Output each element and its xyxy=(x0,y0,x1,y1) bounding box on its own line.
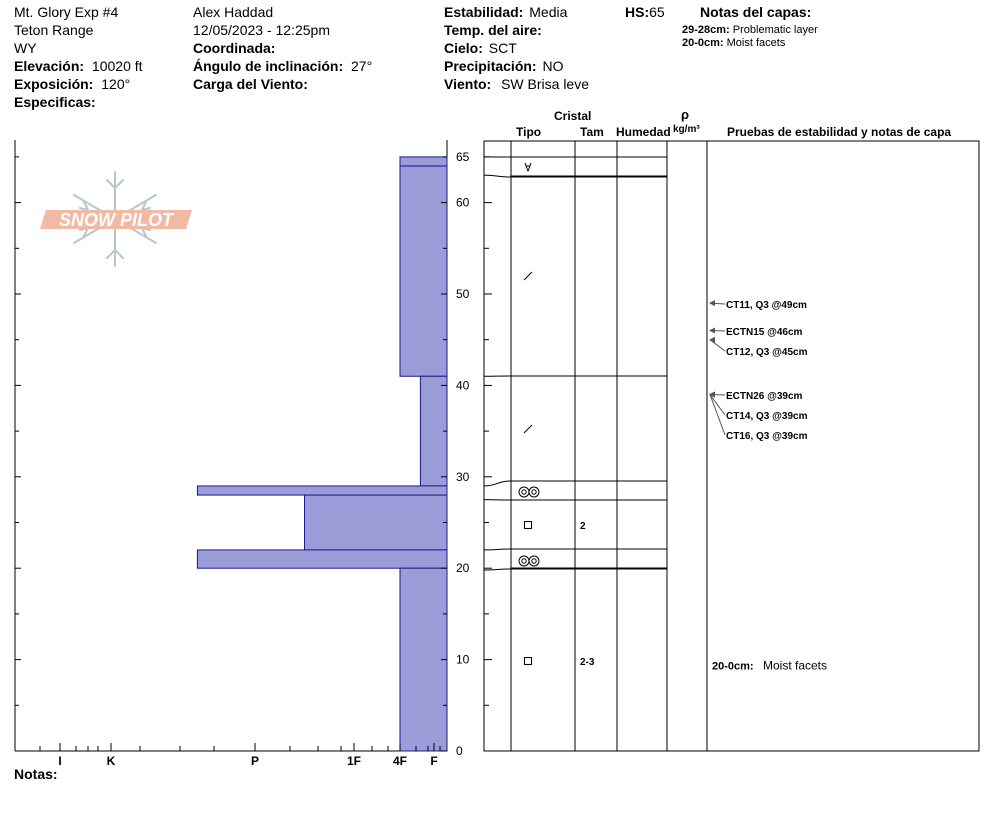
faceted-icon xyxy=(525,658,532,665)
depth-tick-label: 30 xyxy=(456,469,470,484)
melt-freeze-icon xyxy=(519,487,529,497)
stability-test-label: CT14, Q3 @39cm xyxy=(726,411,808,422)
tests-header: Pruebas de estabilidad y notas de capa xyxy=(727,125,952,139)
hardness-plot xyxy=(15,140,470,768)
air-temp-label: Temp. del aire: xyxy=(444,22,542,38)
depth-tick-label: 20 xyxy=(456,561,470,576)
crystal-table xyxy=(484,141,979,751)
wind-label: Viento: xyxy=(444,76,492,92)
stability-test-label: CT11, Q3 @49cm xyxy=(726,300,807,311)
graupel-icon xyxy=(525,163,531,171)
depth-tick-label: 50 xyxy=(456,287,470,301)
moisture-header: Humedad xyxy=(616,125,671,139)
depth-tick-label: 40 xyxy=(456,378,470,393)
specifics-label: Especificas: xyxy=(14,94,96,110)
location-name: Mt. Glory Exp #4 xyxy=(14,4,119,20)
melt-freeze-icon xyxy=(522,490,526,494)
test-arrow-line xyxy=(710,395,725,435)
hardness-bar xyxy=(400,568,447,751)
melt-freeze-icon xyxy=(529,556,539,566)
precip-label: Precipitación: xyxy=(444,58,537,74)
hardness-tick-label: P xyxy=(250,754,260,768)
layer-note-1-text: Problematic layer xyxy=(732,24,818,36)
decomposing-icon xyxy=(524,272,532,280)
sky-value: SCT xyxy=(488,40,517,56)
hs-value: 65 xyxy=(649,4,665,20)
snowpilot-logo-text: SNOW PILOT xyxy=(59,210,173,230)
layer-note-text: Moist facets xyxy=(763,658,828,673)
test-arrow-line xyxy=(710,340,725,351)
range-name: Teton Range xyxy=(14,22,94,38)
depth-tick-label: 60 xyxy=(456,195,470,210)
layer-note-1-range: 29-28cm: xyxy=(682,24,730,36)
layer-notes-title: Notas del capas: xyxy=(700,4,812,20)
slope-label: Ángulo de inclinación: xyxy=(193,58,344,74)
hardness-tick-label: I xyxy=(58,754,62,768)
elevation-value: 10020 ft xyxy=(91,58,143,74)
slope-value: 27° xyxy=(351,58,373,74)
depth-tick-label: 10 xyxy=(456,652,470,667)
test-arrow-head xyxy=(709,328,715,334)
stability-test-label: ECTN26 @39cm xyxy=(726,391,803,402)
precip-value: NO xyxy=(542,58,564,74)
melt-freeze-icon xyxy=(529,487,539,497)
hardness-bar xyxy=(400,157,447,166)
test-arrow-line xyxy=(710,395,725,415)
layer-note-2-range: 20-0cm: xyxy=(682,37,724,49)
stability-test-label: CT16, Q3 @39cm xyxy=(726,431,808,442)
melt-freeze-icon xyxy=(532,490,536,494)
sky-label: Cielo: xyxy=(444,40,483,56)
coordinate-label: Coordinada: xyxy=(193,40,276,56)
type-header: Tipo xyxy=(516,125,542,139)
hardness-tick-label: 4F xyxy=(392,754,408,768)
wind-load-label: Carga del Viento: xyxy=(193,76,308,92)
observer-name: Alex Haddad xyxy=(193,4,274,20)
hardness-tick-label: F xyxy=(430,754,438,768)
decomposing-icon xyxy=(524,425,532,433)
layer-note-2-text: Moist facets xyxy=(726,37,786,49)
rho-header: ρ xyxy=(681,107,690,122)
notes-label: Notas: xyxy=(14,766,58,782)
layer-note-range: 20-0cm: xyxy=(712,660,754,673)
melt-freeze-icon xyxy=(532,559,536,563)
layer-connector xyxy=(484,175,511,177)
aspect-value: 120° xyxy=(101,76,131,92)
hardness-bar xyxy=(400,166,447,376)
aspect-label: Exposición: xyxy=(14,76,94,92)
hardness-tick-label: 1F xyxy=(346,754,362,768)
test-arrow-head xyxy=(709,300,715,306)
stability-label: Estabilidad: xyxy=(444,4,524,20)
elevation-label: Elevación: xyxy=(14,58,85,74)
layer-connector xyxy=(484,569,511,570)
hardness-bar xyxy=(305,495,448,550)
layer-connector xyxy=(484,481,511,486)
faceted-icon xyxy=(525,522,532,529)
melt-freeze-icon xyxy=(522,559,526,563)
hardness-bar xyxy=(197,486,447,495)
crystal-table-frame xyxy=(484,141,979,751)
crystal-size-label: 2 xyxy=(580,521,586,532)
stability-test-label: CT12, Q3 @45cm xyxy=(726,347,808,358)
stability-value: Media xyxy=(529,4,568,20)
melt-freeze-icon xyxy=(519,556,529,566)
layer-connector xyxy=(484,549,511,550)
density-unit-header: kg/m³ xyxy=(673,124,700,135)
state-name: WY xyxy=(14,40,37,56)
observation-datetime: 12/05/2023 - 12:25pm xyxy=(193,22,330,38)
hardness-bar xyxy=(197,550,447,568)
stability-test-label: ECTN15 @46cm xyxy=(726,327,803,338)
wind-value: SW Brisa leve xyxy=(501,76,590,92)
crystal-size-label: 2-3 xyxy=(580,657,595,668)
crystal-header: Cristal xyxy=(554,109,592,123)
hs-label: HS: xyxy=(625,4,650,20)
depth-tick-label: 0 xyxy=(456,744,463,758)
hardness-tick-label: K xyxy=(106,754,116,768)
depth-tick-label: 65 xyxy=(456,149,470,164)
snowpilot-logo xyxy=(40,210,192,230)
size-header: Tam xyxy=(580,125,604,139)
